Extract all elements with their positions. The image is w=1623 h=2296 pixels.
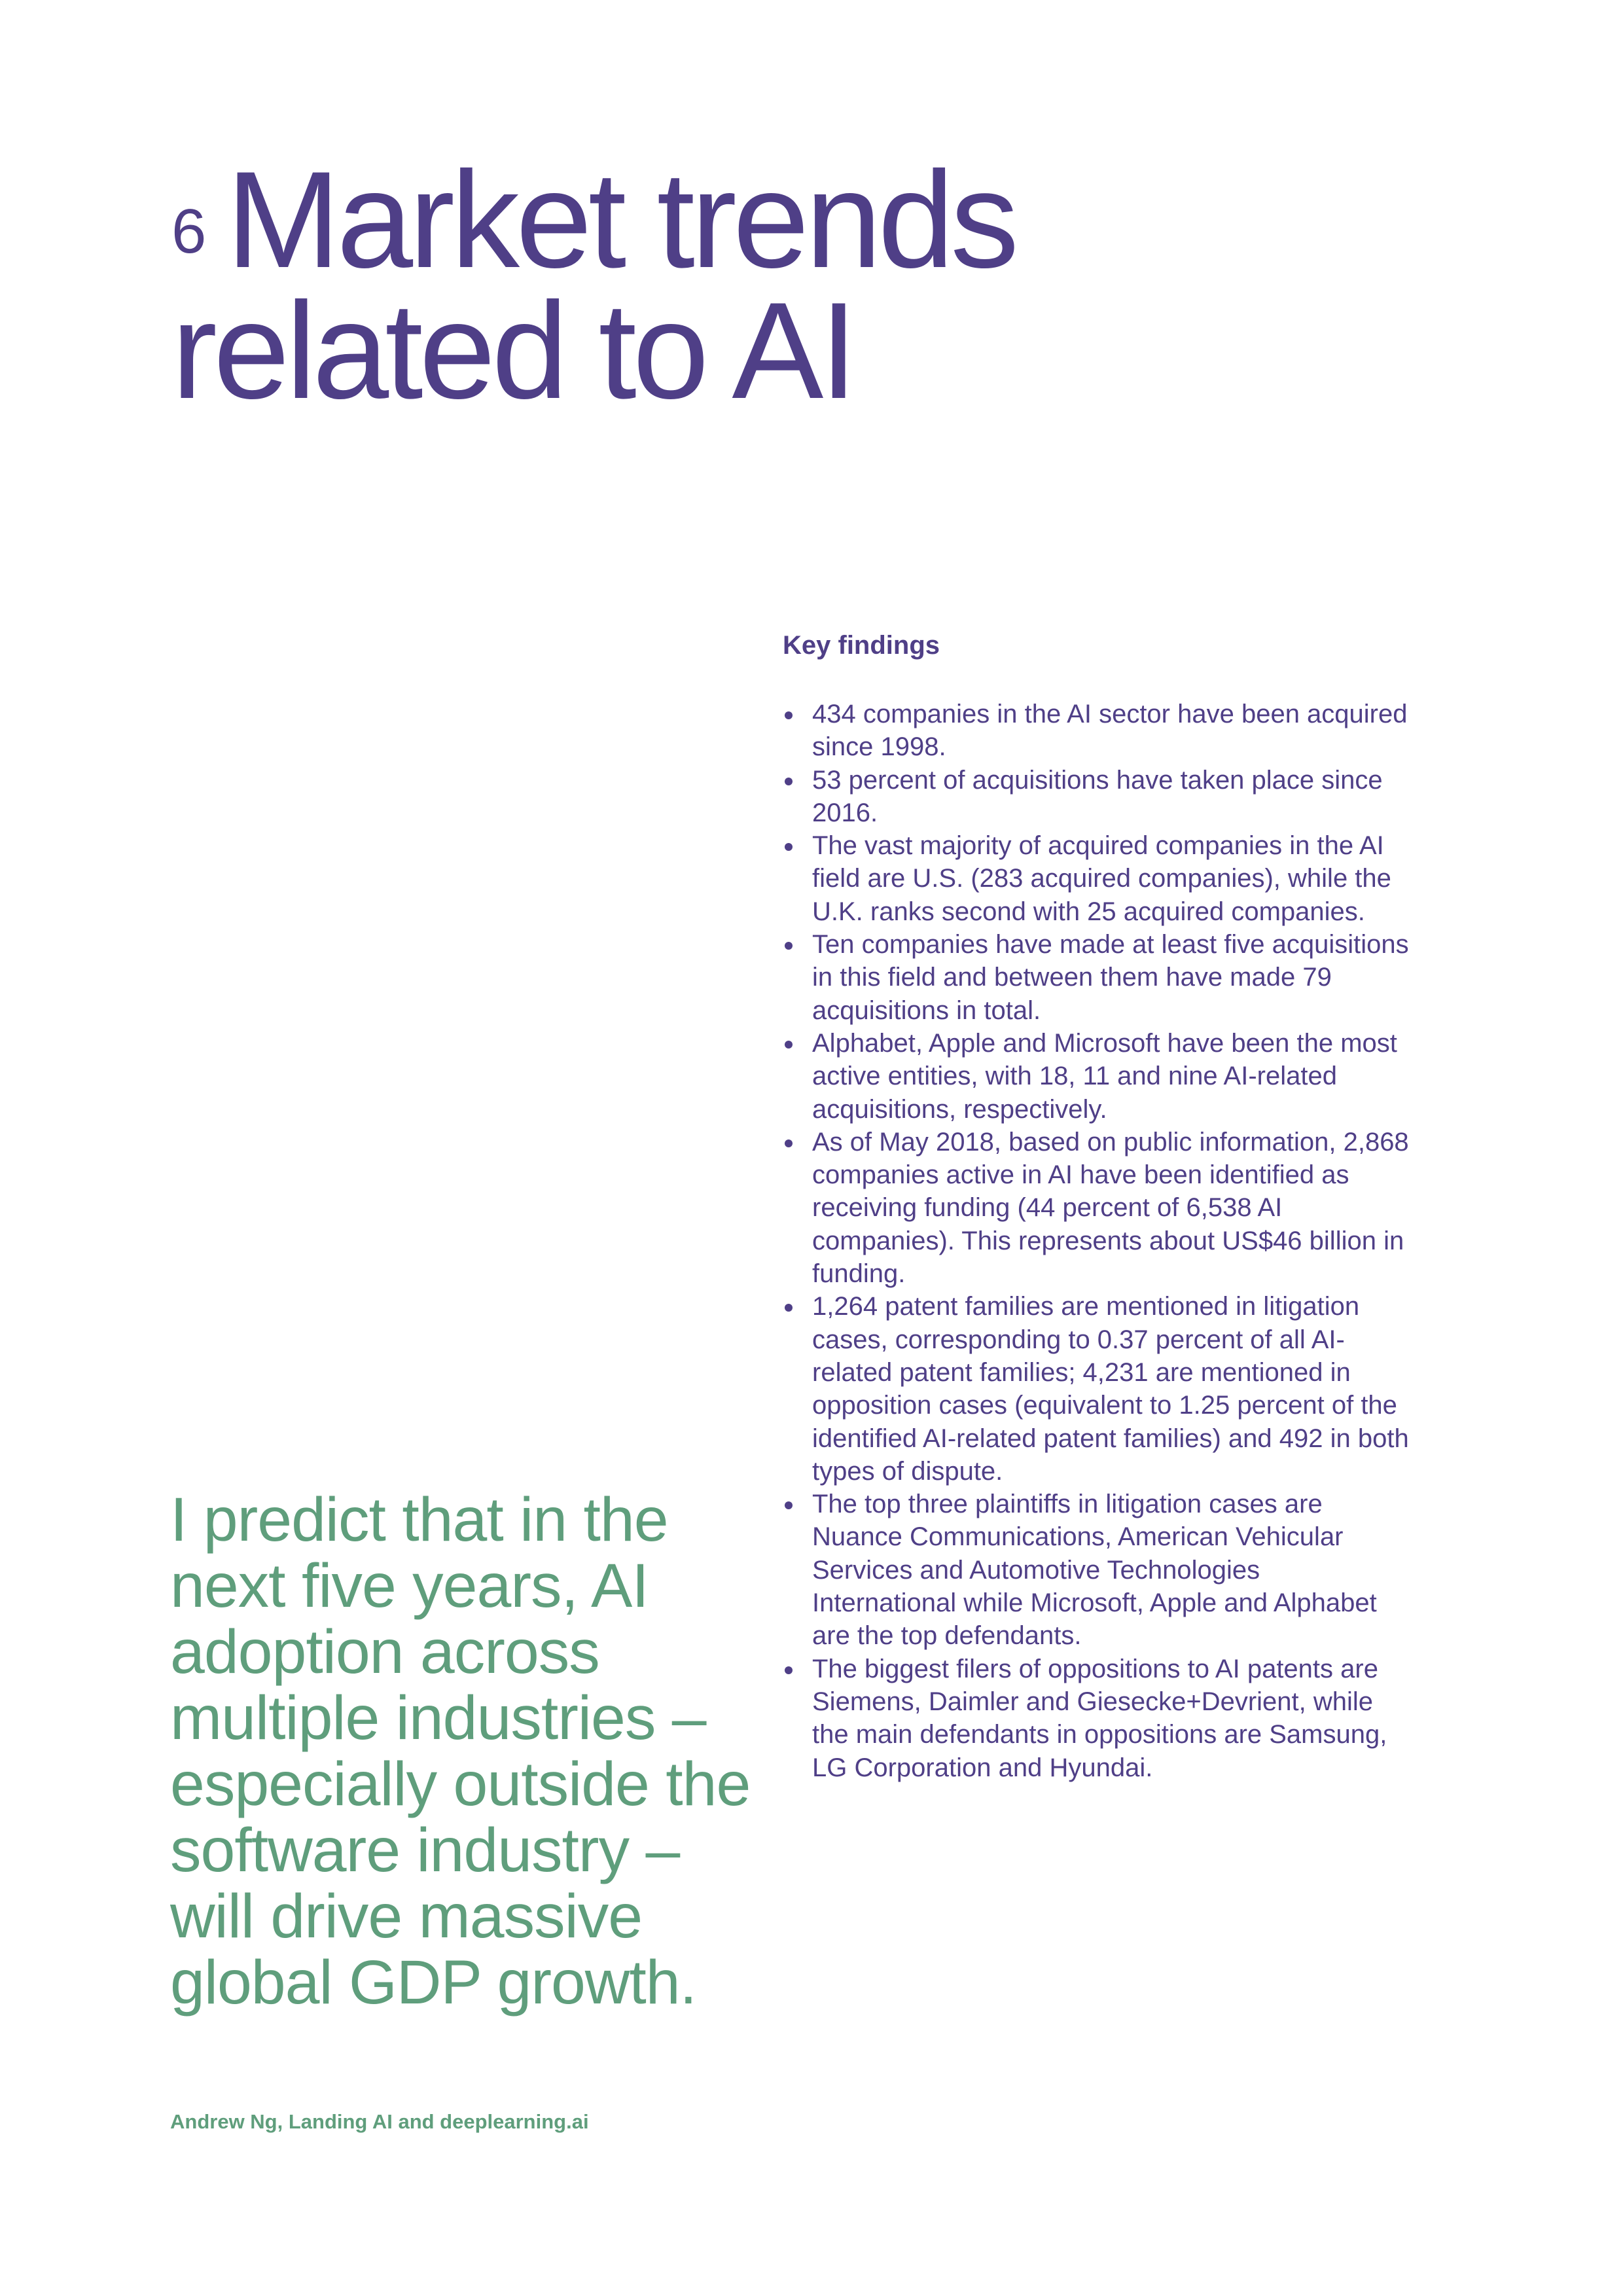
- finding-item: Alphabet, Apple and Microsoft have been the most active entities, with 18, 11 and nine AI-related acquisitions, respectively.: [783, 1027, 1411, 1126]
- key-findings-title: Key findings: [783, 631, 940, 660]
- pull-quote: I predict that in the next five years, AI adoption across multiple industries – especially outside the software industry – will drive massive global GDP growth.: [170, 1485, 751, 2017]
- finding-item: The biggest filers of oppositions to AI patents are Siemens, Daimler and Giesecke+Devrient, while the main defendants in oppositions are Samsung, LG Corporation and Hyundai.: [783, 1653, 1411, 1784]
- finding-item: Ten companies have made at least five acquisitions in this field and between them have made 79 acquisitions in total.: [783, 928, 1411, 1027]
- finding-item: 434 companies in the AI sector have been acquired since 1998.: [783, 698, 1411, 764]
- key-findings-list: [783, 698, 1411, 1784]
- chapter-title-line1: Market trends: [226, 143, 1016, 296]
- chapter-heading: [171, 143, 1016, 427]
- chapter-title-line2: related to AI: [171, 274, 854, 427]
- key-findings-section: [783, 628, 1411, 1784]
- finding-item: As of May 2018, based on public information, 2,868 companies active in AI have been identified as receiving funding (44 percent of 6,538 AI companies). This represents about US$46 billion in funding.: [783, 1126, 1411, 1290]
- finding-item: 1,264 patent families are mentioned in litigation cases, corresponding to 0.37 percent of all AI-related patent families; 4,231 are mentioned in opposition cases (equivalent to 1.25 percent of the identified AI-related patent families) and 492 in both types of dispute.: [783, 1290, 1411, 1488]
- chapter-number: 6: [171, 196, 207, 266]
- finding-item: The vast majority of acquired companies in the AI field are U.S. (283 acquired companies), while the U.K. ranks second with 25 acquired companies.: [783, 829, 1411, 928]
- quote-attribution: Andrew Ng, Landing AI and deeplearning.ai: [170, 2110, 589, 2133]
- finding-item: 53 percent of acquisitions have taken place since 2016.: [783, 764, 1411, 830]
- finding-item: The top three plaintiffs in litigation cases are Nuance Communications, American Vehicular Services and Automotive Technologies International while Microsoft, Apple and Alphabet are the top defendants.: [783, 1488, 1411, 1652]
